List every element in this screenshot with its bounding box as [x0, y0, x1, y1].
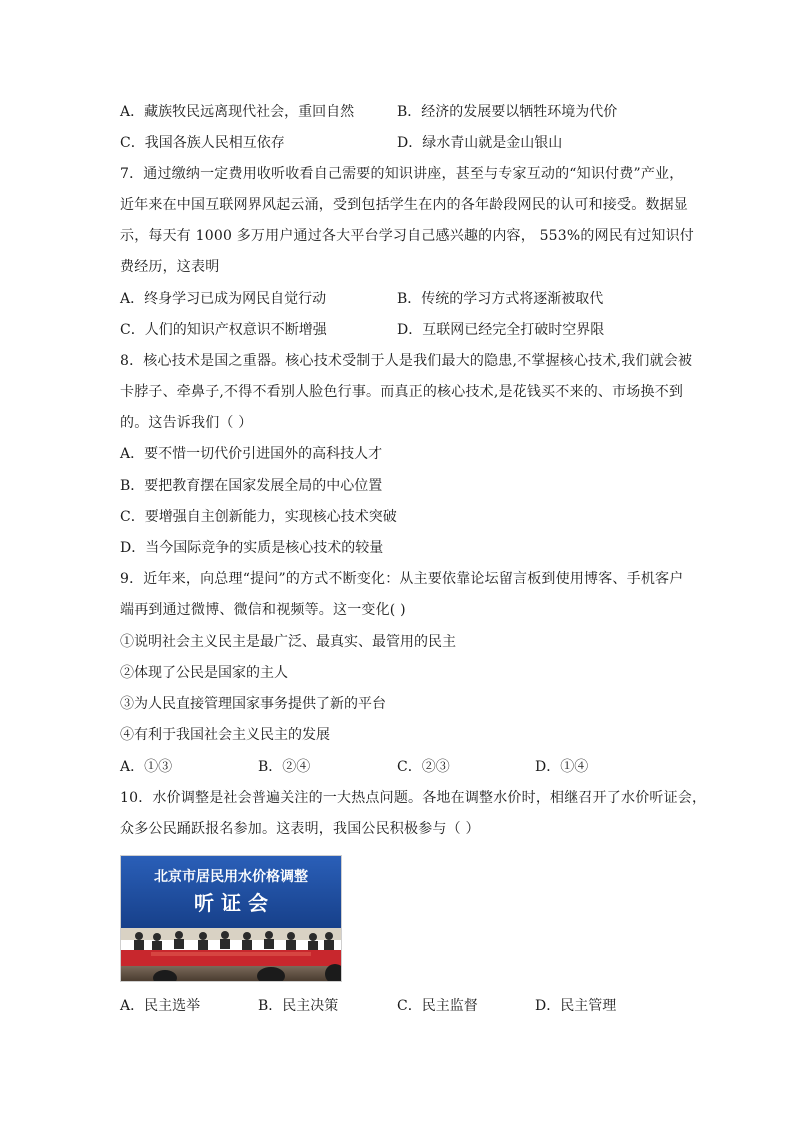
q6-option-c: C．我国各族人民相互依存 — [120, 135, 285, 151]
q7-stem-line-3: 示，每天有 1000 多万用户通过各大平台学习自己感兴趣的内容， 553%的网民有过知识付 — [120, 228, 695, 244]
q9-option-d: D．①④ — [535, 759, 589, 775]
q7-stem-line-1: 7．通过缴纳一定费用收听收看自己需要的知识讲座，甚至与专家互动的“知识付费”产业， — [120, 166, 684, 182]
q8-option-c: C．要增强自主创新能力，实现核心技术突破 — [120, 509, 397, 525]
table-highlight — [151, 952, 311, 956]
q9-stem-line-2: 端再到通过微博、微信和视频等。这一变化( ) — [120, 602, 406, 618]
hearing-photo — [120, 855, 342, 982]
q6-option-b: B．经济的发展要以牺牲环境为代价 — [397, 104, 618, 120]
q8-stem-line-2: 卡脖子、牵鼻子,不得不看别人脸色行事。而真正的核心技术,是花钱买不来的、市场换不到 — [120, 384, 684, 400]
q9-option-b: B．②④ — [258, 759, 311, 775]
q8-stem-line-3: 的。这告诉我们（ ） — [120, 415, 253, 431]
banner-title-line2: 听 证 会 — [194, 891, 268, 915]
q7-option-d: D．互联网已经完全打破时空界限 — [397, 322, 605, 338]
q9-statement-4: ④有利于我国社会主义民主的发展 — [120, 727, 330, 743]
q6-option-d: D．绿水青山就是金山银山 — [397, 135, 563, 151]
q9-statement-3: ③为人民直接管理国家事务提供了新的平台 — [120, 696, 386, 712]
q10-option-d: D．民主管理 — [535, 998, 617, 1014]
q9-stem-line-1: 9．近年来，向总理“提问”的方式不断变化：从主要依靠论坛留言板到使用博客、手机客户 — [120, 571, 684, 587]
q10-option-b: B．民主决策 — [258, 998, 339, 1014]
banner-title-line1: 北京市居民用水价格调整 — [154, 869, 308, 885]
q10-option-c: C．民主监督 — [397, 998, 478, 1014]
hearing-photo-illustration — [121, 856, 341, 981]
q7-option-a: A．终身学习已成为网民自觉行动 — [120, 291, 327, 307]
q8-option-d: D．当今国际竞争的实质是核心技术的较量 — [120, 540, 384, 556]
q9-statement-1: ①说明社会主义民主是最广泛、最真实、最管用的民主 — [120, 634, 456, 650]
q7-stem-line-4: 费经历，这表明 — [120, 259, 220, 275]
q10-option-a: A．民主选举 — [120, 998, 201, 1014]
q9-option-a: A．①③ — [120, 759, 173, 775]
q7-stem-line-2: 近年来在中国互联网界风起云涌，受到包括学生在内的各年龄段网民的认可和接受。数据显 — [120, 197, 688, 213]
q9-statement-2: ②体现了公民是国家的主人 — [120, 665, 288, 681]
q7-option-b: B．传统的学习方式将逐渐被取代 — [397, 291, 604, 307]
q8-option-b: B．要把教育摆在国家发展全局的中心位置 — [120, 478, 383, 494]
q6-option-a: A．藏族牧民远离现代社会，重回自然 — [120, 104, 355, 120]
q9-option-c: C．②③ — [397, 759, 450, 775]
q10-stem-line-1: 10．水价调整是社会普遍关注的一大热点问题。各地在调整水价时，相继召开了水价听证会， — [120, 790, 707, 806]
q8-option-a: A．要不惜一切代价引进国外的高科技人才 — [120, 446, 383, 462]
q7-option-c: C．人们的知识产权意识不断增强 — [120, 322, 327, 338]
q8-stem-line-1: 8．核心技术是国之重器。核心技术受制于人是我们最大的隐患,不掌握核心技术,我们就会被 — [120, 353, 693, 369]
q10-stem-line-2: 众多公民踊跃报名参加。这表明，我国公民积极参与（ ） — [120, 821, 480, 837]
